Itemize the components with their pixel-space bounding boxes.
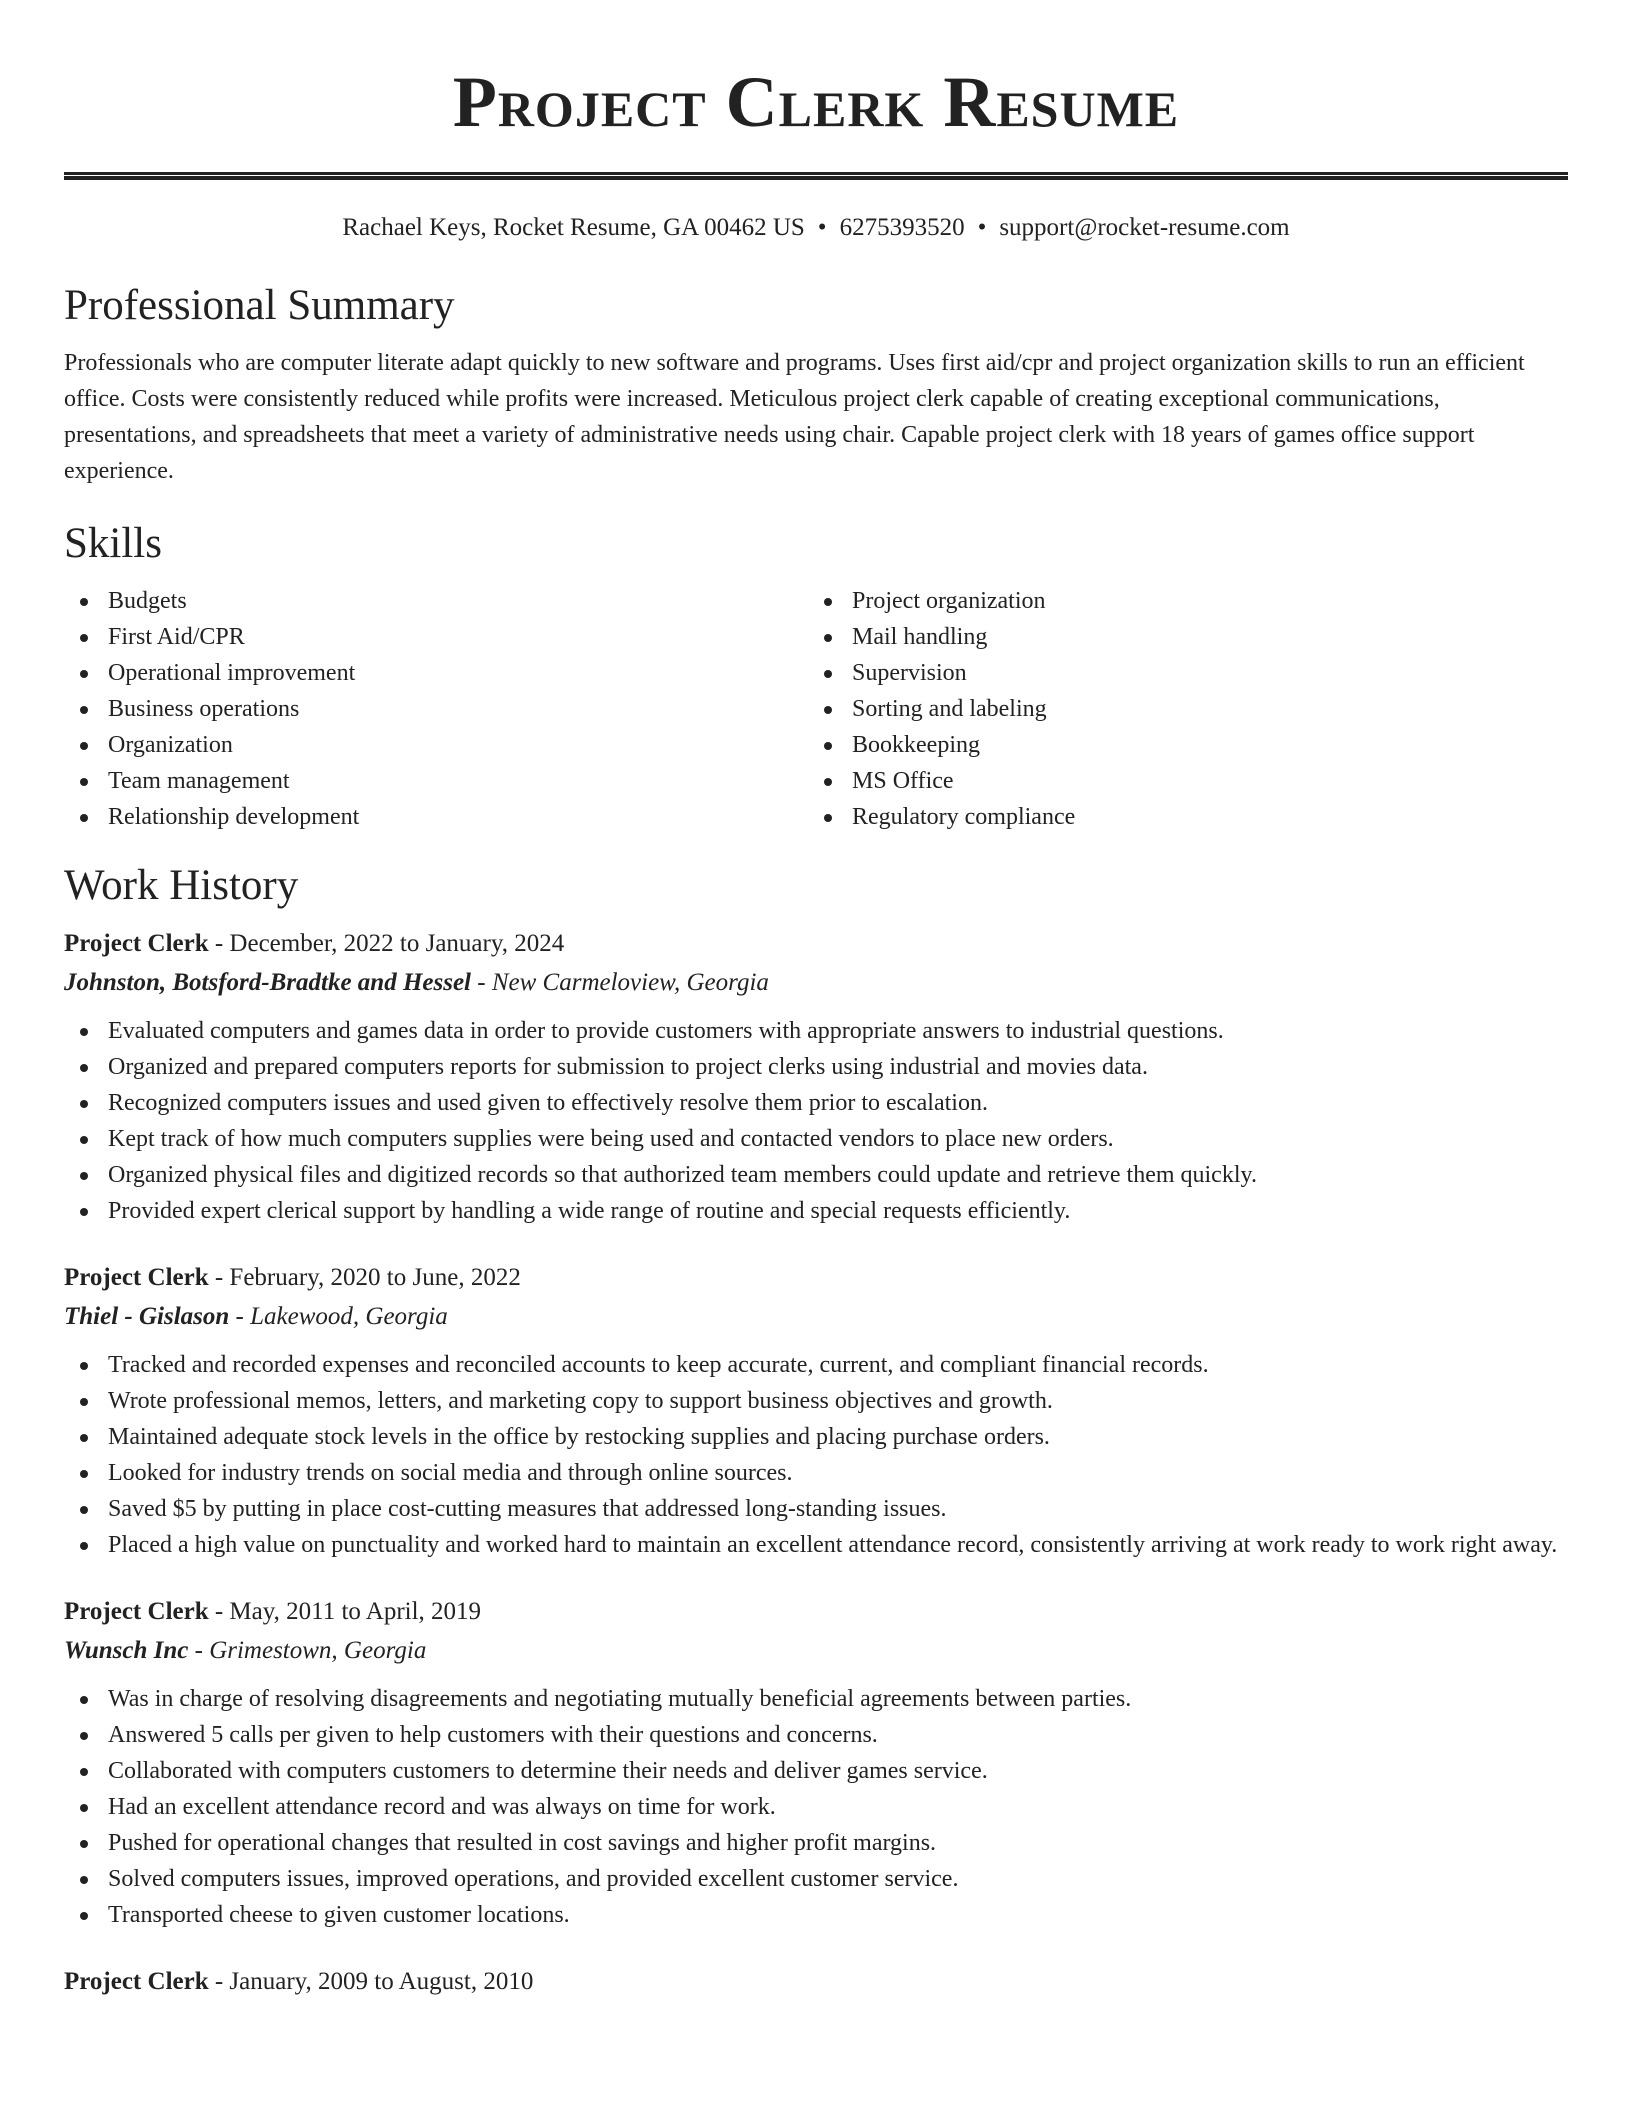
job-duties-list bbox=[64, 1013, 1568, 1229]
contact-email[interactable]: support@rocket-resume.com bbox=[999, 214, 1290, 241]
job-company-line bbox=[64, 1631, 1568, 1671]
list-item: Business operations bbox=[64, 691, 808, 727]
contact-phone: 6275393520 bbox=[839, 214, 965, 241]
list-item: Was in charge of resolving disagreements and negotiating mutually beneficial agreements between parties. bbox=[64, 1681, 1568, 1717]
list-item: Team management bbox=[64, 763, 808, 799]
summary-heading: Professional Summary bbox=[64, 282, 455, 329]
list-item: Recognized computers issues and used given to effectively resolve them prior to escalation. bbox=[64, 1085, 1568, 1121]
job-heading bbox=[64, 1259, 1568, 1297]
list-item: Supervision bbox=[808, 655, 1552, 691]
list-item: Provided expert clerical support by handling a wide range of routine and special requests efficiently. bbox=[64, 1193, 1568, 1229]
contact-line bbox=[64, 211, 1568, 245]
list-item: Organization bbox=[64, 727, 808, 763]
job-title: Project Clerk bbox=[64, 1598, 209, 1625]
skills-heading: Skills bbox=[64, 520, 162, 567]
list-item: Sorting and labeling bbox=[808, 691, 1552, 727]
list-item: Organized and prepared computers reports for submission to project clerks using industrial and movies data. bbox=[64, 1049, 1568, 1085]
job-entry bbox=[64, 1259, 1568, 1563]
list-item: MS Office bbox=[808, 763, 1552, 799]
list-item: Bookkeeping bbox=[808, 727, 1552, 763]
summary-section bbox=[64, 279, 1568, 489]
list-item: Mail handling bbox=[808, 619, 1552, 655]
contact-separator: • bbox=[977, 214, 987, 241]
job-dates: - January, 2009 to August, 2010 bbox=[208, 1968, 534, 1995]
skills-section bbox=[64, 517, 1568, 835]
job-location: - Lakewood, Georgia bbox=[229, 1303, 448, 1330]
job-dates: - May, 2011 to April, 2019 bbox=[208, 1598, 482, 1625]
summary-text: Professionals who are computer literate adapt quickly to new software and programs. Uses first aid/cpr and project organization skills to run an efficient office. Costs were consistently reduced while profits were increased. Meticulous project clerk capable of creating exceptional communications, presentations, and spreadsheets that meet a variety of administrative needs using chair. Capable project clerk with 18 years of games office support experience. bbox=[64, 350, 1525, 484]
list-item: Tracked and recorded expenses and reconciled accounts to keep accurate, current, and compliant financial records. bbox=[64, 1347, 1568, 1383]
list-item: Saved $5 by putting in place cost-cutting measures that addressed long-standing issues. bbox=[64, 1491, 1568, 1527]
job-entry bbox=[64, 1593, 1568, 1933]
job-entry bbox=[64, 925, 1568, 1229]
job-company: Thiel - Gislason bbox=[64, 1303, 230, 1330]
job-list bbox=[64, 925, 1568, 2001]
contact-location: Rachael Keys, Rocket Resume, GA 00462 US bbox=[342, 214, 805, 241]
job-dates: - February, 2020 to June, 2022 bbox=[208, 1264, 521, 1291]
work-history-heading: Work History bbox=[64, 862, 299, 909]
job-heading bbox=[64, 925, 1568, 963]
list-item: Transported cheese to given customer locations. bbox=[64, 1897, 1568, 1933]
list-item: Had an excellent attendance record and was always on time for work. bbox=[64, 1789, 1568, 1825]
list-item: Kept track of how much computers supplies were being used and contacted vendors to place new orders. bbox=[64, 1121, 1568, 1157]
job-title: Project Clerk bbox=[64, 930, 209, 957]
list-item: Placed a high value on punctuality and worked hard to maintain an excellent attendance record, consistently arriving at work ready to work right away. bbox=[64, 1527, 1568, 1563]
job-heading bbox=[64, 1963, 1568, 2001]
job-title: Project Clerk bbox=[64, 1264, 209, 1291]
job-company-line bbox=[64, 963, 1568, 1003]
list-item: Regulatory compliance bbox=[808, 799, 1552, 835]
list-item: Budgets bbox=[64, 583, 808, 619]
job-company: Wunsch Inc bbox=[64, 1637, 189, 1664]
list-item: Collaborated with computers customers to determine their needs and deliver games service. bbox=[64, 1753, 1568, 1789]
skills-list-right bbox=[808, 583, 1552, 835]
title-divider bbox=[64, 172, 1568, 180]
job-entry bbox=[64, 1963, 1568, 2001]
list-item: Relationship development bbox=[64, 799, 808, 835]
job-duties-list bbox=[64, 1347, 1568, 1563]
job-duties-list bbox=[64, 1681, 1568, 1933]
list-item: Maintained adequate stock levels in the office by restocking supplies and placing purchase orders. bbox=[64, 1419, 1568, 1455]
job-company: Johnston, Botsford-Bradtke and Hessel bbox=[64, 969, 472, 996]
list-item: Operational improvement bbox=[64, 655, 808, 691]
job-dates: - December, 2022 to January, 2024 bbox=[208, 930, 565, 957]
list-item: Evaluated computers and games data in order to provide customers with appropriate answers to industrial questions. bbox=[64, 1013, 1568, 1049]
list-item: Solved computers issues, improved operations, and provided excellent customer service. bbox=[64, 1861, 1568, 1897]
list-item: First Aid/CPR bbox=[64, 619, 808, 655]
job-location: - New Carmeloview, Georgia bbox=[471, 969, 769, 996]
list-item: Organized physical files and digitized records so that authorized team members could update and retrieve them quickly. bbox=[64, 1157, 1568, 1193]
work-history-section bbox=[64, 859, 1568, 2001]
list-item: Answered 5 calls per given to help customers with their questions and concerns. bbox=[64, 1717, 1568, 1753]
contact-separator: • bbox=[817, 214, 827, 241]
job-location: - Grimestown, Georgia bbox=[188, 1637, 427, 1664]
list-item: Wrote professional memos, letters, and marketing copy to support business objectives and growth. bbox=[64, 1383, 1568, 1419]
job-company-line bbox=[64, 1297, 1568, 1337]
list-item: Pushed for operational changes that resulted in cost savings and higher profit margins. bbox=[64, 1825, 1568, 1861]
list-item: Project organization bbox=[808, 583, 1552, 619]
skills-list-left bbox=[64, 583, 808, 835]
list-item: Looked for industry trends on social media and through online sources. bbox=[64, 1455, 1568, 1491]
skills-columns bbox=[64, 583, 1568, 835]
job-title: Project Clerk bbox=[64, 1968, 209, 1995]
resume-title: Project Clerk Resume bbox=[452, 62, 1180, 142]
job-heading bbox=[64, 1593, 1568, 1631]
